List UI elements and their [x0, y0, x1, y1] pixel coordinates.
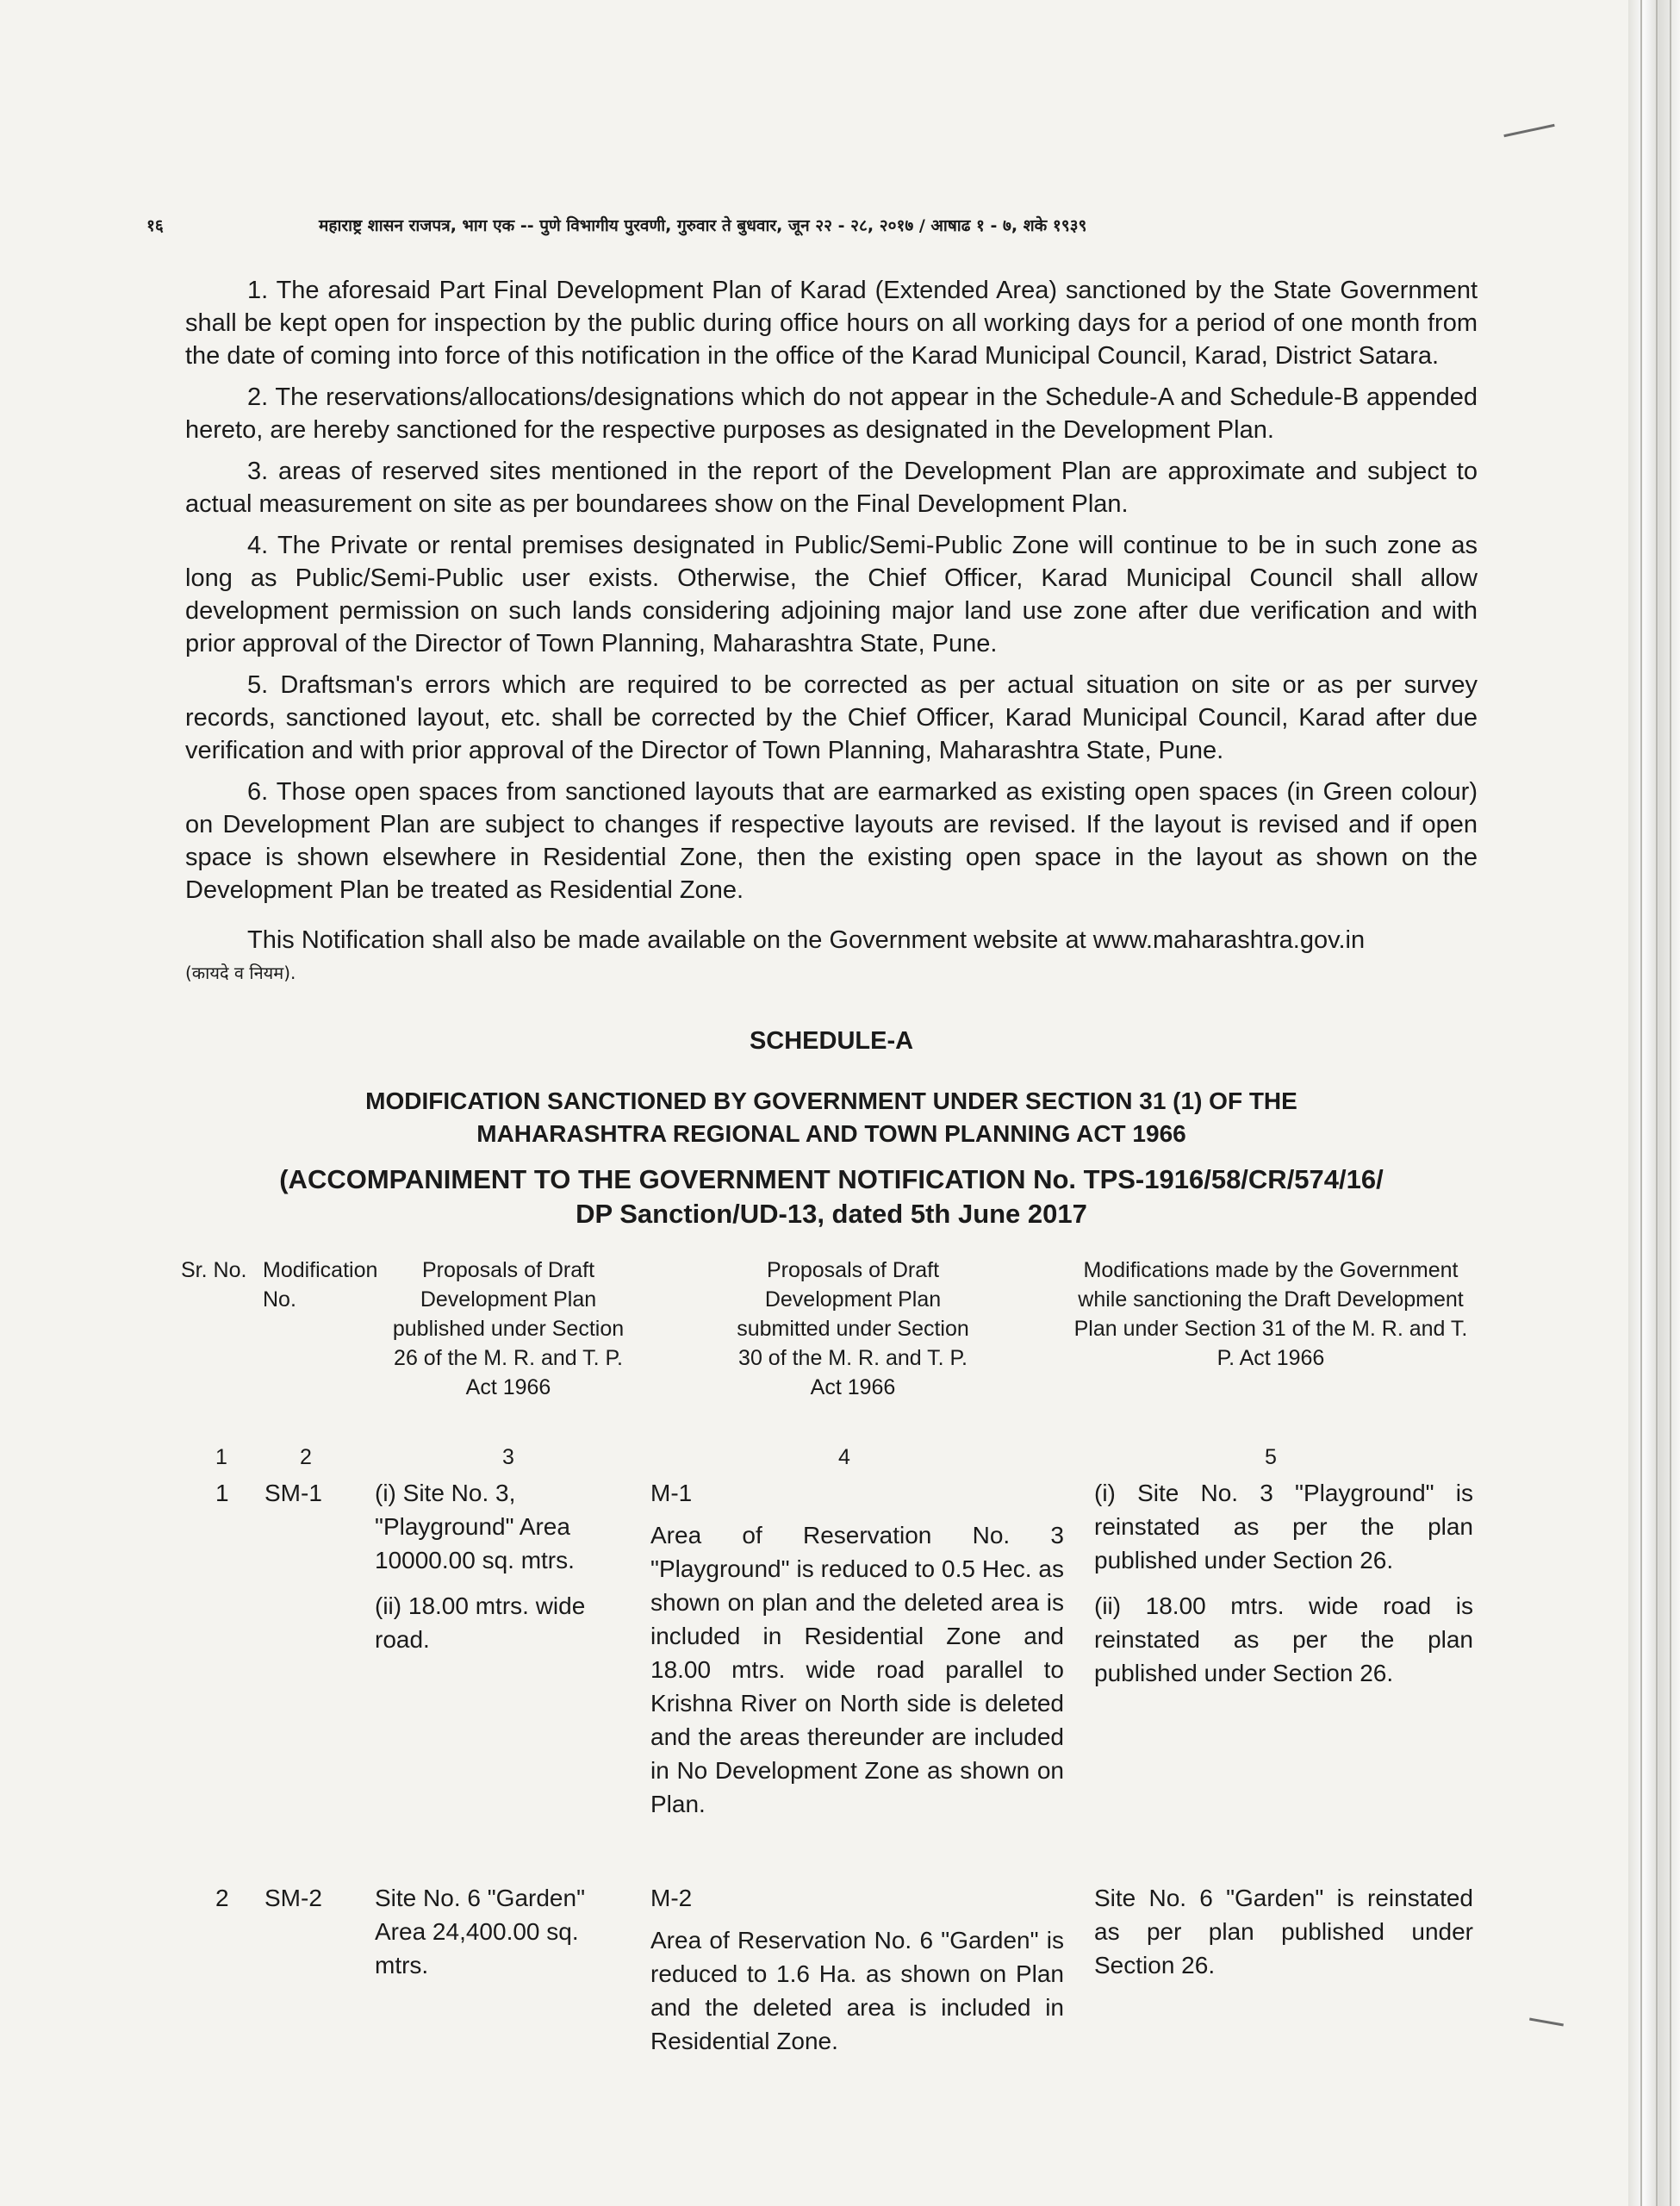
page-edge-line — [1656, 0, 1658, 2206]
accompaniment-title-line-1: (ACCOMPANIMENT TO THE GOVERNMENT NOTIFICATION No. TPS-1916/58/CR/574/16/ — [279, 1164, 1384, 1194]
draft-proposal-item: (i) Site No. 3, "Playground" Area 10000.00 sq. mtrs. — [375, 1480, 575, 1573]
row-draft-proposal — [375, 1476, 633, 1656]
accompaniment-title — [185, 1162, 1478, 1231]
document-body — [181, 274, 1478, 2105]
row-submitted-proposal — [650, 1881, 1064, 2058]
row-government-modification: Site No. 6 "Garden" is reinstated as per plan published under Section 26. — [1094, 1885, 1473, 1979]
paragraph-2: 2. The reservations/allocations/designations which do not appear in the Schedule-A and Schedule-B appended hereto, are hereby sanctioned for the respective purposes as designated in the Development Plan. — [185, 383, 1478, 444]
accompaniment-title-line-2: DP Sanction/UD-13, dated 5th June 2017 — [576, 1199, 1087, 1229]
paragraph-1: 1. The aforesaid Part Final Development Plan of Karad (Extended Area) sanctioned by the State Government shall be kept open for inspection by the public during office hours on all working days for a period of one month from the date of coming into force of this notification in the office of the Karad Municipal Council, Karad, District Satara. — [185, 277, 1478, 370]
government-modification-item: (ii) 18.00 mtrs. wide road is reinstated as per the plan published under Section 26. — [1094, 1592, 1473, 1686]
column-number: 5 — [1265, 1445, 1277, 1469]
modification-title — [185, 1085, 1478, 1150]
table-row — [185, 1476, 1478, 1881]
page-edge-line — [1640, 0, 1642, 2206]
row-draft-proposal: Site No. 6 "Garden" Area 24,400.00 sq. mtrs. — [375, 1885, 586, 1979]
paragraph-6: 6. Those open spaces from sanctioned layouts that are earmarked as existing open spaces (in Green colour) on Development Plan are subject to changes if respective layouts are revised. If the layout is revised and if open space is shown elsewhere in Residential Zone, then the existing open space in the layout as shown on the Development Plan be treated as Residential Zone. — [185, 778, 1478, 904]
page-edge-line — [1670, 0, 1671, 2206]
column-number: 3 — [502, 1445, 514, 1469]
paragraph-3: 3. areas of reserved sites mentioned in the report of the Development Plan are approximate and subject to actual measurement on site as per boundarees show on the Final Development Plan. — [185, 458, 1478, 518]
column-numbers — [185, 1445, 1478, 1476]
header-modification-no: Modification No. — [263, 1258, 378, 1312]
government-modification-item: (i) Site No. 3 "Playground" is reinstated as per the plan published under Section 26. — [1094, 1480, 1473, 1573]
row-sr-no: 2 — [215, 1885, 229, 1911]
modification-title-line-1: MODIFICATION SANCTIONED BY GOVERNMENT UNDER SECTION 31 (1) OF THE — [365, 1087, 1297, 1114]
gazette-title: महाराष्ट्र शासन राजपत्र, भाग एक -- पुणे विभागीय पुरवणी, गुरुवार ते बुधवार, जून २२ - २८, २०१७ / आषाढ १ - ७, शके १९३९ — [319, 216, 1087, 235]
paragraph-5: 5. Draftsman's errors which are required to be corrected as per actual situation on site or as per survey records, sanctioned layout, etc. shall be corrected by the Chief Officer, Karad Municipal Council, Karad after due verification and with prior approval of the Director of Town Planning, Maharashtra State, Pune. — [185, 671, 1478, 764]
table-header — [181, 1256, 1478, 1445]
submitted-code: M-2 — [650, 1885, 693, 1911]
paragraph-4: 4. The Private or rental premises designated in Public/Semi-Public Zone will continue to be in such zone as long as Public/Semi-Public user exists. Otherwise, the Chief Officer, Karad Municipal Council shall allow development permission on such lands considering adjoining major land use zone after due verification and with prior approval of the Director of Town Planning, Maharashtra State, Pune. — [185, 532, 1478, 657]
header-government-modifications: Modifications made by the Government while sanctioning the Draft Development Plan under Section 31 of the M. R. and T. P. Act 1966 — [1073, 1258, 1468, 1370]
row-modification-no: SM-2 — [264, 1885, 322, 1911]
row-government-modification — [1094, 1476, 1473, 1690]
page-number: १६ — [146, 216, 164, 235]
submitted-code: M-1 — [650, 1480, 693, 1506]
rules-note: (कायदे व नियम). — [185, 963, 296, 983]
row-submitted-proposal — [650, 1476, 1064, 1821]
schedule-title: SCHEDULE-A — [749, 1027, 914, 1055]
stacked-page-edges — [1628, 0, 1680, 2206]
column-number: 1 — [215, 1445, 227, 1469]
submitted-text: Area of Reservation No. 3 "Playground" is reduced to 0.5 Hec. as shown on plan and the deleted area is included in Residential Zone and 18.00 mtrs. wide road parallel to Krishna River on North side is deleted and the areas thereunder are included in No Development Zone as shown on Plan. — [650, 1522, 1064, 1817]
column-number: 4 — [838, 1445, 850, 1469]
header-draft-proposals: Proposals of Draft Development Plan published under Section 26 of the M. R. and T. P. Act 1966 — [392, 1258, 625, 1399]
draft-proposal-item: (ii) 18.00 mtrs. wide road. — [375, 1592, 586, 1653]
submitted-text: Area of Reservation No. 6 "Garden" is reduced to 1.6 Ha. as shown on Plan and the deleted area is included in Residential Zone. — [650, 1927, 1064, 2054]
table-row — [185, 1881, 1478, 2105]
modification-title-line-2: MAHARASHTRA REGIONAL AND TOWN PLANNING ACT 1966 — [476, 1120, 1186, 1147]
row-modification-no: SM-1 — [264, 1480, 322, 1506]
column-number: 2 — [300, 1445, 312, 1469]
header-sr-no: Sr. No. — [181, 1258, 247, 1282]
header-submitted-proposals: Proposals of Draft Development Plan submitted under Section 30 of the M. R. and T. P. Act 1966 — [737, 1258, 969, 1399]
row-sr-no: 1 — [215, 1480, 229, 1506]
website-notice: This Notification shall also be made available on the Government website at www.maharashtra.gov.in — [247, 926, 1366, 954]
